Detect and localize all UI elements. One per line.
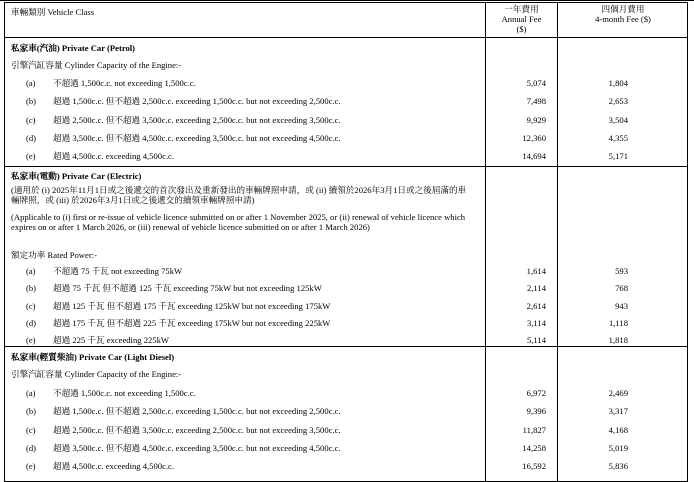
- four-month-fee-value: 4,168: [608, 424, 628, 435]
- electric-section-rule: [4, 346, 688, 347]
- row-description: 超過 1,500c.c. 但不超過 2,500c.c. exceeding 1,500c.c. but not exceeding 2,500c.c.: [53, 96, 341, 107]
- row-description: 超過 2,500c.c. 但不超過 3,500c.c. exceeding 2,500c.c. but not exceeding 3,500c.c.: [53, 424, 341, 435]
- four-month-fee-value: 2,653: [608, 96, 628, 107]
- row-index: (e): [26, 151, 36, 162]
- row-description: 超過 4,500c.c. exceeding 4,500c.c.: [53, 461, 174, 472]
- annual-fee-value: 9,396: [526, 406, 546, 417]
- diesel-title-zh: 私家車(輕質柴油): [11, 352, 77, 362]
- electric-title-en: Private Car (Electric): [61, 171, 142, 181]
- top-rule: [0, 0, 694, 1]
- four-month-fee-header-zh: 四個月費用: [601, 4, 645, 14]
- row-description: 超過 1,500c.c. 但不超過 2,500c.c. exceeding 1,500c.c. but not exceeding 2,500c.c.: [53, 406, 341, 417]
- four-month-fee-value: 5,019: [608, 442, 628, 453]
- petrol-section-title: [11, 43, 135, 53]
- annual-fee-value: 3,114: [526, 317, 546, 328]
- row-index: (d): [26, 442, 37, 453]
- annual-fee-value: 14,694: [522, 151, 546, 162]
- row-index: (d): [26, 317, 37, 328]
- annual-fee-value: 5,074: [526, 78, 546, 88]
- electric-section-title: [11, 171, 141, 181]
- petrol-section-rule: [4, 166, 688, 167]
- four-month-fee-value: 3,317: [608, 406, 628, 417]
- electric-note-zh: (適用於 (i) 2025年11月1日或之後遞交的首次發出及重新發出的車輛牌照申請，或 (ii) 續領於2026年3月1日或之後屆滿的車輛牌照，或 (iii) 於2026年3月1日或之後遞交的續領車輛牌照申請): [11, 185, 467, 206]
- annual-fee-value: 6,972: [526, 388, 546, 398]
- row-description: 不超過 1,500c.c. not exceeding 1,500c.c.: [53, 388, 196, 398]
- diesel-section-title: [11, 352, 174, 362]
- row-description: 超過 2,500c.c. 但不超過 3,500c.c. exceeding 2,500c.c. but not exceeding 3,500c.c.: [53, 114, 341, 125]
- annual-fee-value: 16,592: [522, 461, 546, 472]
- row-index: (b): [26, 283, 37, 294]
- petrol-subheading: 引擎汽缸容量 Cylinder Capacity of the Engine:-: [11, 60, 182, 70]
- row-description: 超過 75 千瓦 但不超過 125 千瓦 exceeding 75kW but not exceeding 125kW: [53, 283, 322, 294]
- four-month-fee-value: 1,818: [608, 335, 628, 346]
- row-description: 超過 225 千瓦 exceeding 225kW: [53, 335, 169, 346]
- four-month-fee-header-en: 4-month Fee ($): [595, 14, 651, 24]
- four-month-fee-value: 2,469: [608, 388, 628, 398]
- four-month-fee-value: 943: [615, 300, 628, 311]
- four-month-fee-value: 4,355: [608, 132, 628, 143]
- row-index: (e): [26, 461, 36, 472]
- electric-title-zh: 私家車(電動): [11, 171, 60, 181]
- row-index: (d): [26, 132, 37, 143]
- row-description: 超過 3,500c.c. 但不超過 4,500c.c. exceeding 3,500c.c. but not exceeding 4,500c.c.: [53, 442, 341, 453]
- annual-fee-value: 11,827: [522, 424, 546, 435]
- row-index: (c): [26, 424, 36, 435]
- row-index: (a): [26, 78, 36, 88]
- annual-fee-value: 12,360: [522, 132, 546, 143]
- row-description: 超過 125 千瓦 但不超過 175 千瓦 exceeding 125kW but not exceeding 175kW: [53, 300, 331, 311]
- four-month-fee-value: 3,504: [608, 114, 628, 125]
- annual-fee-value: 2,114: [526, 283, 546, 294]
- petrol-title-en: Private Car (Petrol): [61, 43, 136, 53]
- annual-fee-value: 14,258: [522, 442, 546, 453]
- diesel-subheading: 引擎汽缸容量 Cylinder Capacity of the Engine:-: [11, 369, 182, 379]
- row-index: (a): [26, 266, 36, 276]
- annual-fee-value: 5,114: [526, 335, 546, 346]
- electric-note-en: (Applicable to (i) first or re-issue of vehicle licence submitted on or after 1 November 2025, or (ii) renewal of vehicle licence which expires on or after 1 March 2026, or (iii) renewal of vehicle licence submitted on or after 1 March 2026): [11, 212, 466, 233]
- row-index: (b): [26, 406, 37, 417]
- four-month-fee-value: 1,804: [608, 78, 628, 88]
- diesel-title-en: Private Car (Light Diesel): [79, 352, 175, 362]
- row-description: 不超過 75 千瓦 not exceeding 75kW: [53, 266, 183, 276]
- row-description: 不超過 1,500c.c. not exceeding 1,500c.c.: [53, 78, 196, 88]
- annual-fee-header-unit: ($): [516, 24, 527, 34]
- annual-fee-value: 2,614: [526, 300, 546, 311]
- annual-fee-value: 7,498: [526, 96, 546, 107]
- annual-fee-header-en: Annual Fee: [501, 14, 542, 24]
- annual-fee-value: 1,614: [526, 266, 546, 276]
- row-index: (e): [26, 335, 36, 346]
- four-month-fee-value: 5,836: [608, 461, 628, 472]
- row-description: 超過 3,500c.c. 但不超過 4,500c.c. exceeding 3,500c.c. but not exceeding 4,500c.c.: [53, 132, 341, 143]
- row-description: 超過 175 千瓦 但不超過 225 千瓦 exceeding 175kW but not exceeding 225kW: [53, 317, 331, 328]
- row-index: (a): [26, 388, 36, 398]
- four-month-fee-value: 768: [615, 283, 628, 294]
- row-index: (c): [26, 114, 36, 125]
- row-index: (b): [26, 96, 37, 107]
- electric-subheading: 額定功率 Rated Power:-: [11, 250, 97, 260]
- annual-fee-value: 9,929: [526, 114, 546, 125]
- annual-fee-header-zh: 一年費用: [504, 4, 539, 14]
- four-month-fee-value: 593: [615, 266, 628, 276]
- vehicle-class-header: 車輛類別 Vehicle Class: [11, 7, 95, 17]
- petrol-title-zh: 私家車(汽油): [11, 43, 60, 53]
- row-index: (c): [26, 300, 36, 311]
- row-description: 超過 4,500c.c. exceeding 4,500c.c.: [53, 151, 174, 162]
- header-rule: [4, 37, 688, 38]
- four-month-fee-value: 1,118: [608, 317, 628, 328]
- four-month-fee-value: 5,171: [608, 151, 628, 162]
